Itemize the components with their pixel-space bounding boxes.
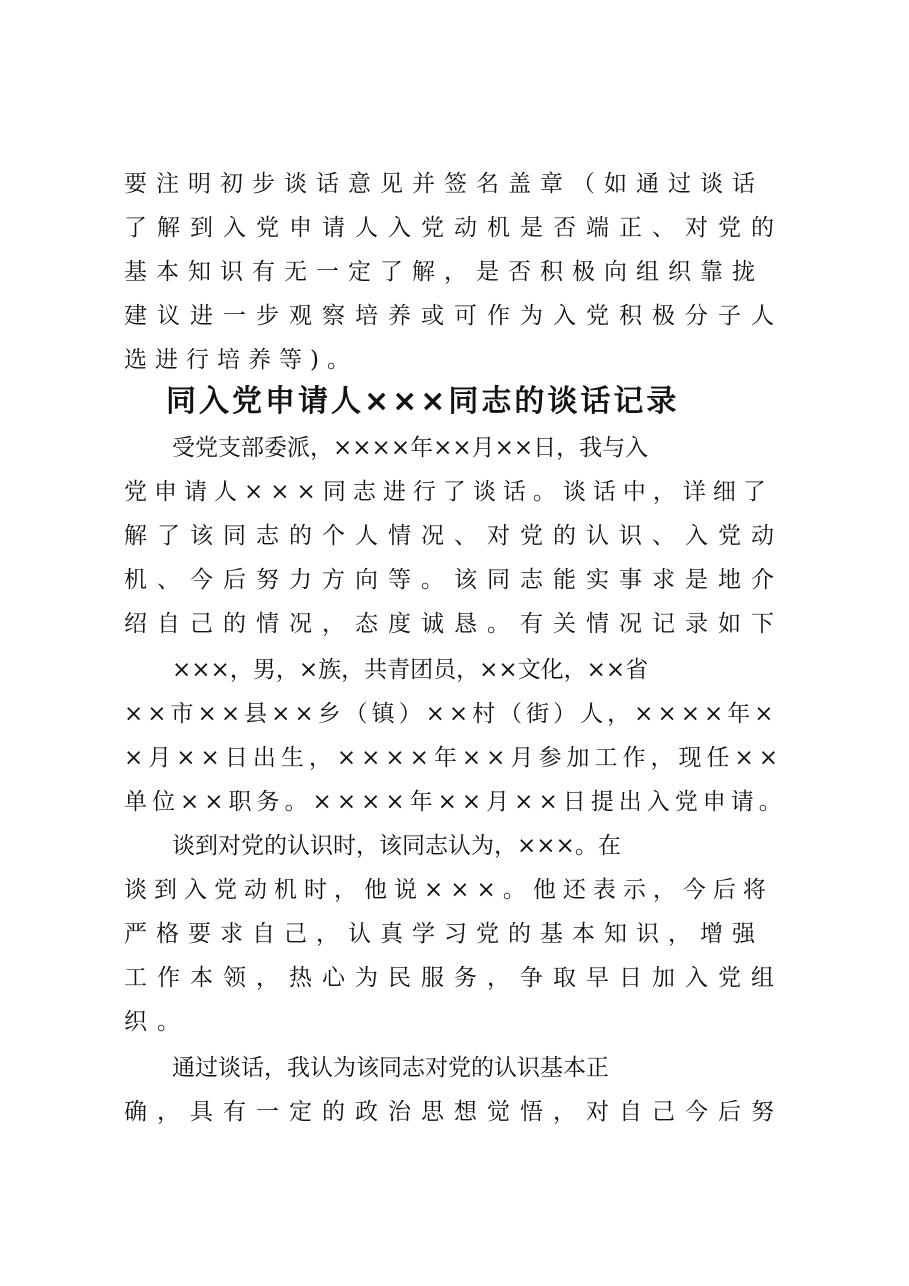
para3-line-4: 工作本领，热心为民服务，争取早日加入党组 (124, 965, 784, 991)
intro-line-5: 选进行培养等)。 (124, 347, 358, 373)
para1-line-3: 解了该同志的个人情况、对党的认识、入党动 (124, 523, 784, 549)
section-heading: 同入党申请人×××同志的谈话记录 (166, 384, 680, 419)
para3-line-3: 严格要求自己，认真学习党的基本知识，增强 (124, 921, 764, 947)
para1-line-1: 受党支部委派，××××年××月××日，我与入 (172, 435, 649, 461)
intro-line-1: 要注明初步谈话意见并签名盖章（如通过谈话 (124, 171, 764, 197)
para3-line-5: 织。 (124, 1009, 190, 1035)
para2-line-1: ×××，男，×族，共青团员，××文化，××省 (172, 657, 649, 683)
para2-line-2: ××市××县××乡（镇）××村（街）人，××××年× (124, 701, 778, 727)
intro-line-3: 基本知识有无一定了解，是否积极向组织靠拢 (124, 259, 764, 285)
para3-line-2: 谈到入党动机时，他说×××。他还表示，今后将 (124, 877, 773, 903)
para1-line-2: 党申请人×××同志进行了谈话。谈话中，详细了 (124, 479, 773, 505)
para1-line-5: 绍自己的情况，态度诚恳。有关情况记录如下 (124, 611, 784, 637)
para4-line-2: 确，具有一定的政治思想觉悟，对自己今后努 (124, 1099, 784, 1125)
para1-line-4: 机、今后努力方向等。该同志能实事求是地介 (124, 567, 784, 593)
para2-line-3: ×月××日出生，××××年××月参加工作，现任×× (124, 745, 783, 771)
para4-line-1: 通过谈话，我认为该同志对党的认识基本正 (172, 1055, 609, 1081)
intro-line-4: 建议进一步观察培养或可作为入党积极分子人 (124, 303, 784, 329)
para3-line-1: 谈到对党的认识时，该同志认为，×××。在 (172, 833, 621, 859)
intro-line-2: 了解到入党申请人入党动机是否端正、对党的 (124, 215, 784, 241)
para2-line-4: 单位××职务。××××年××月××日提出入党申请。 (124, 789, 787, 815)
